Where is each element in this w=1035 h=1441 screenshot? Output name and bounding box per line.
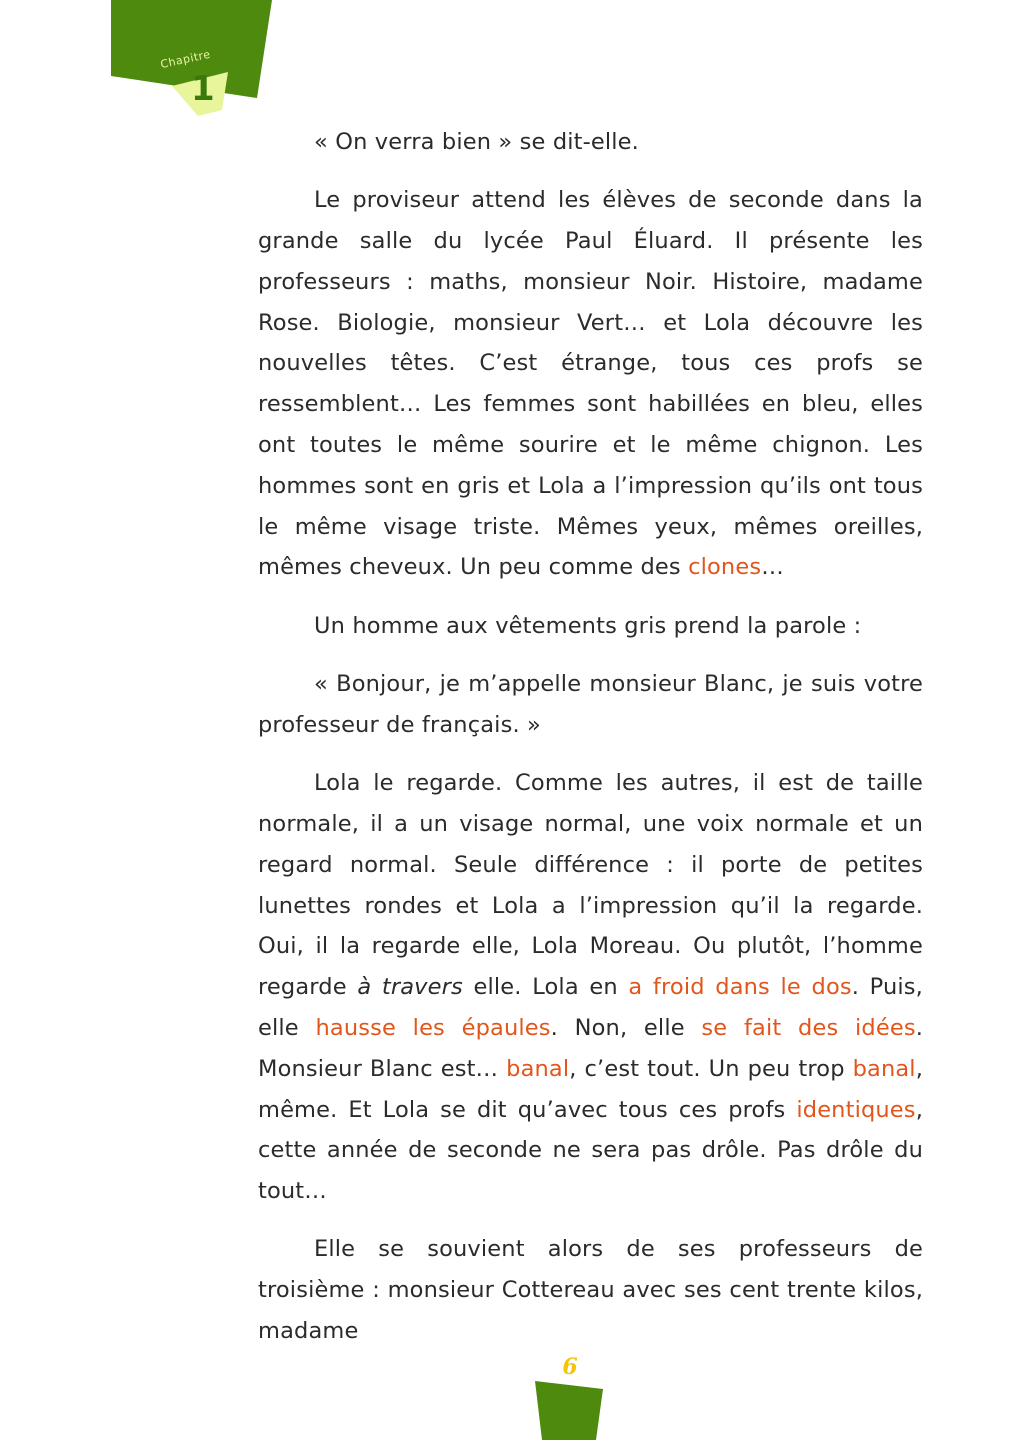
text-run: Le proviseur attend les élèves de seconde dans la grande salle du lycée Paul Éluard. Il présente les professeurs : maths, monsieur Noir. Histoire, madame Rose. Biologie, monsieur Vert… et Lola découvre les nouvelles têtes. C’est étrange, tous ces profs se ressemblent… Les femmes sont habillées en bleu, elles ont toutes le même sourire et le même chignon. Les hommes sont en gris et Lola a l’impression qu’ils ont tous le même visage triste. Mêmes yeux, mêmes oreilles, mêmes cheveux. Un peu comme des [258,187,923,581]
paragraph [258,763,923,1212]
chapter-tab-shape [0,0,290,130]
vocab-term: hausse les épaules [315,1014,551,1041]
text-run: , cette année de seconde ne sera pas drôle. Pas drôle du tout… [258,1096,923,1205]
italic-phrase: à travers [357,974,463,1001]
vocab-term: a froid dans le dos [628,974,852,1001]
text-run: . Monsieur Blanc est… [258,1014,924,1082]
paragraph: Elle se souvient alors de ses professeurs de troisième : monsieur Cottereau avec ses cent trente kilos, madame [258,1236,923,1345]
vocab-term: se fait des idées [701,1014,916,1041]
text-run: elle. Lola en [462,974,629,1001]
vocab-term: identiques [796,1096,916,1123]
paragraph: « On verra bien » se dit-elle. [314,129,639,155]
paragraph [258,180,923,588]
text-run: , même. Et Lola se dit qu’avec tous ces profs [258,1055,924,1123]
page-body-text [258,122,923,1369]
chapter-tab [0,0,290,130]
text-run: , c’est tout. Un peu trop [569,1055,853,1082]
text-run: . Puis, elle [258,974,923,1041]
text-run: … [761,554,784,581]
vocab-term: banal [506,1055,570,1082]
text-run: Lola le regarde. Comme les autres, il est de taille normale, il a un visage normal, une voix normale et un regard normal. Seule différence : il porte de petites lunettes rondes et Lola a l’impression qu’il la regarde. Oui, il la regarde elle, Lola Moreau. Ou plutôt, l’homme regarde [258,770,923,1001]
vocab-term: clones [688,554,762,581]
page-number-tab [534,1381,604,1441]
paragraph: Un homme aux vêtements gris prend la parole : [314,612,862,639]
page-number: 6 [562,1354,578,1380]
paragraph: « Bonjour, je m’appelle monsieur Blanc, je suis votre professeur de français. » [258,671,923,738]
vocab-term: banal [852,1055,916,1082]
chapter-number: 1 [191,69,215,109]
chapter-label: Chapitre [159,47,212,71]
text-run: . Non, elle [550,1014,702,1041]
